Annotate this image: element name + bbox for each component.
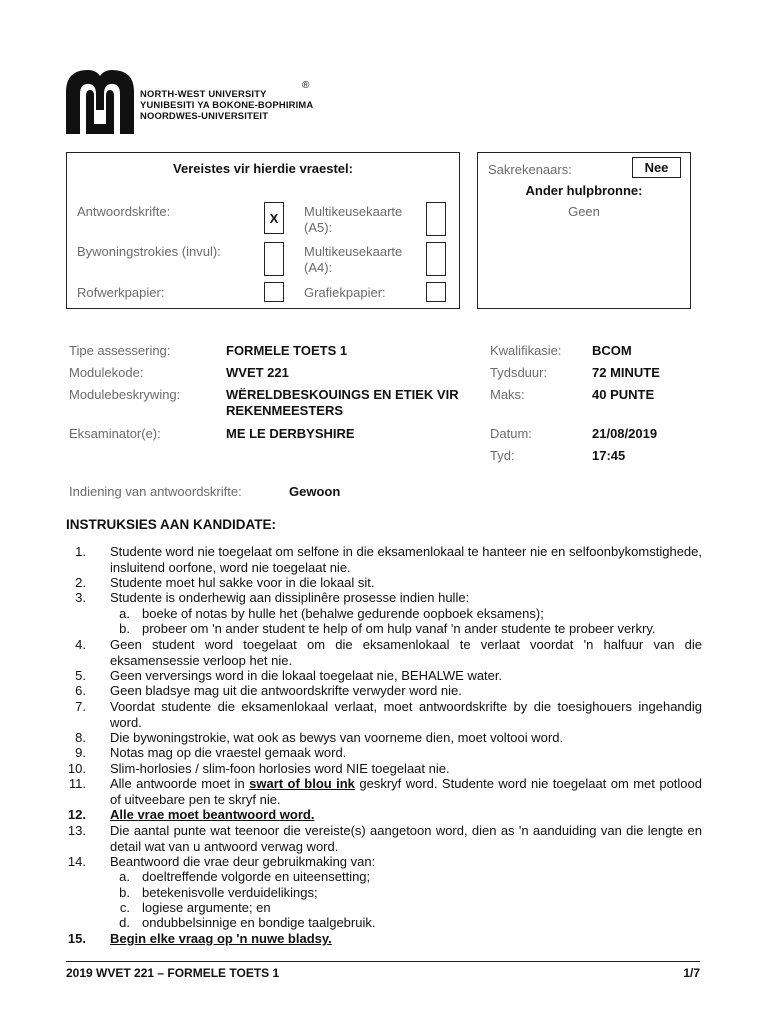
instruction-text: Geen bladsye mag uit die antwoordskrifte verwyder word nie.: [110, 683, 462, 698]
registered-mark: ®: [302, 80, 310, 91]
instruction-subnumber: a.: [119, 869, 130, 884]
footer-divider: [66, 961, 700, 962]
duration: 72 MINUTE: [592, 365, 660, 380]
footer-title: 2019 WVET 221 – FORMELE TOETS 1: [66, 966, 280, 980]
requirement-label: Antwoordskrifte:: [77, 204, 171, 219]
instruction-text-part: Alle antwoorde moet in: [110, 776, 250, 791]
instruction-number: 7.: [75, 699, 86, 714]
time-label: Tyd:: [490, 448, 515, 463]
instruction-number: 3.: [75, 590, 86, 605]
instruction-text: Studente moet hul sakke voor in die lokaal sit.: [110, 575, 375, 590]
instruction-number: 10.: [67, 761, 86, 776]
instruction-subtext: logiese argumente; en: [142, 900, 271, 915]
instruction-text: Die aantal punte wat teenoor die vereiste(s) aangetoon word, dien as 'n aanduiding van die lengte en detail wat van u antwoord verwag word.: [110, 823, 702, 854]
instruction-subnumber: d.: [119, 915, 130, 930]
instruction-text: Notas mag op die vraestel gemaak word.: [110, 745, 347, 760]
university-logo-icon: [66, 70, 134, 134]
page-number: 1/7: [683, 966, 700, 980]
instruction-number: 14.: [67, 854, 86, 869]
instruction-text: Begin elke vraag op 'n nuwe bladsy.: [110, 931, 332, 946]
date: 21/08/2019: [592, 426, 658, 441]
university-name-line: NOORDWES-UNIVERSITEIT: [140, 110, 269, 121]
instruction-number: 15.: [67, 931, 86, 946]
requirement-checkbox[interactable]: [264, 282, 284, 302]
requirement-label: Grafiekpapier:: [304, 285, 386, 300]
instruction-subnumber: b.: [119, 621, 130, 636]
instruction-number: 1.: [75, 544, 86, 559]
instruction-text: Slim-horlosies / slim-foon horlosies word NIE toegelaat nie.: [110, 761, 450, 776]
university-name-line: NORTH-WEST UNIVERSITY: [140, 88, 267, 99]
duration-label: Tydsduur:: [490, 365, 548, 380]
instruction-text: Die bywoningstrokie, wat ook as bewys van voorneme dien, moet voltooi word.: [110, 730, 564, 745]
instruction-subnumber: b.: [119, 885, 130, 900]
module-description: WËRELDBESKOUINGS EN ETIEK VIR REKENMEESTERS: [226, 387, 459, 418]
instruction-subtext: boeke of notas by hulle het (behalwe gedurende oopboek eksamens);: [142, 606, 544, 621]
requirement-label: Rofwerkpapier:: [77, 285, 165, 300]
instruction-subtext: probeer om 'n ander student te help of om hulp vanaf 'n ander studente te probeer verkry.: [142, 621, 656, 636]
requirement-checkbox[interactable]: [426, 242, 446, 276]
submission: Gewoon: [289, 484, 341, 499]
requirement-label: Multikeusekaarte (A5):: [304, 204, 403, 235]
examiner-label: Eksaminator(e):: [69, 426, 161, 441]
instruction-number: 13.: [67, 823, 86, 838]
time: 17:45: [592, 448, 626, 463]
instruction-text-part: geskryf word. Studente word nie toegelaat om met potlood of uitveebare pen te skryf nie.: [110, 776, 702, 807]
module-description-label: Modulebeskrywing:: [69, 387, 181, 402]
max-label: Maks:: [490, 387, 525, 402]
calculators-value: Nee: [632, 157, 681, 178]
instruction-subtext: ondubbelsinnige en bondige taalgebruik.: [142, 915, 376, 930]
instruction-number: 12.: [67, 807, 86, 822]
assessment-type-label: Tipe assessering:: [69, 343, 171, 358]
instruction-emphasis: swart of blou ink: [249, 776, 355, 791]
examiner: ME LE DERBYSHIRE: [226, 426, 355, 441]
instruction-number: 11.: [68, 776, 86, 791]
instructions-heading: INSTRUKSIES AAN KANDIDATE:: [66, 517, 277, 532]
instruction-number: 4.: [75, 637, 86, 652]
submission-label: Indiening van antwoordskrifte:: [69, 484, 242, 499]
instruction-text: Alle vrae moet beantwoord word.: [110, 807, 315, 822]
instruction-text: Studente is onderhewig aan dissiplinêre prosesse indien hulle:: [110, 590, 470, 605]
requirement-checkbox[interactable]: [264, 242, 284, 276]
requirement-label: Bywoningstrokies (invul):: [77, 244, 221, 259]
qualification: BCOM: [592, 343, 632, 358]
instruction-text: Geen student word toegelaat om die eksamenlokaal te verlaat voordat 'n halfuur van die eksamensessie verloop het nie.: [110, 637, 702, 668]
date-label: Datum:: [490, 426, 532, 441]
instruction-number: 6.: [75, 683, 86, 698]
calculators-label: Sakrekenaars:: [488, 162, 572, 177]
instruction-subtext: doeltreffende volgorde en uiteensetting;: [142, 869, 371, 884]
module-code-label: Modulekode:: [69, 365, 144, 380]
instruction-subtext: betekenisvolle verduidelikings;: [142, 885, 318, 900]
university-name-line: YUNIBESITI YA BOKONE-BOPHIRIMA: [140, 99, 314, 110]
module-code: WVET 221: [226, 365, 289, 380]
other-aids-value: Geen: [568, 204, 600, 219]
requirement-checkbox[interactable]: [426, 202, 446, 236]
instruction-number: 8.: [75, 730, 86, 745]
instruction-number: 9.: [75, 745, 86, 760]
instruction-subnumber: c.: [119, 900, 130, 915]
university-name: [140, 88, 313, 121]
requirement-label: Multikeusekaarte (A4):: [304, 244, 403, 275]
instruction-number: 2.: [75, 575, 86, 590]
other-aids-title: Ander hulpbronne:: [525, 183, 643, 198]
instruction-number: 5.: [75, 668, 86, 683]
requirements-title: Vereistes vir hierdie vraestel:: [173, 161, 353, 176]
instruction-text: Voordat studente die eksamenlokaal verlaat, moet antwoordskrifte by die toesighouers ingehandig word.: [110, 699, 702, 730]
instruction-text: Geen verversings word in die lokaal toegelaat nie, BEHALWE water.: [110, 668, 503, 683]
instruction-text: Beantwoord die vrae deur gebruikmaking van:: [110, 854, 376, 869]
requirement-checkbox[interactable]: X: [264, 202, 284, 234]
instruction-text: [110, 776, 702, 807]
instruction-subnumber: a.: [119, 606, 130, 621]
max-marks: 40 PUNTE: [592, 387, 655, 402]
instruction-text: Studente word nie toegelaat om selfone in die eksamenlokaal te hanteer nie en selfoonbykomstighede, insluitend oorfone, word nie toegelaat nie.: [110, 544, 702, 575]
requirement-checkbox[interactable]: [426, 282, 446, 302]
qualification-label: Kwalifikasie:: [490, 343, 562, 358]
assessment-type: FORMELE TOETS 1: [226, 343, 348, 358]
